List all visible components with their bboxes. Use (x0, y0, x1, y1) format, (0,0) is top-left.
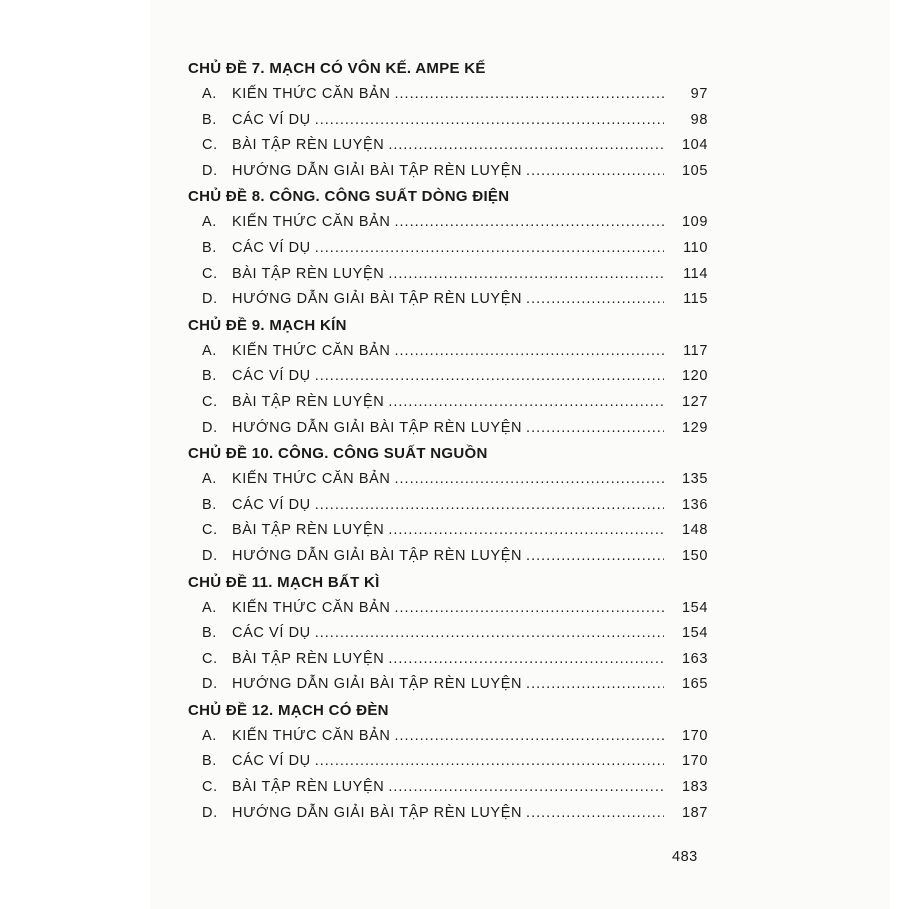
entry-title: KIẾN THỨC CĂN BẢN (232, 86, 391, 102)
chapter-heading: CHỦ ĐỀ 8. CÔNG. CÔNG SUẤT DÒNG ĐIỆN (188, 188, 510, 206)
toc-entry (188, 210, 708, 236)
dot-leader (394, 467, 664, 493)
entry-title: BÀI TẬP RÈN LUYỆN (232, 137, 385, 154)
toc-entry (188, 416, 708, 442)
entry-letter: D. (202, 291, 218, 308)
entry-letter: B. (202, 368, 217, 385)
entry-letter: B. (202, 625, 217, 642)
dot-leader (388, 133, 664, 159)
toc-entry (188, 493, 708, 519)
entry-page-number: 165 (682, 676, 708, 693)
entry-page-number: 98 (690, 111, 708, 128)
entry-page-number: 105 (682, 162, 708, 179)
entry-letter: B. (202, 753, 217, 770)
entry-letter: D. (202, 804, 218, 821)
toc-entry (188, 339, 708, 365)
dot-leader (388, 647, 664, 673)
entry-page-number: 135 (682, 471, 708, 488)
entry-page-number: 150 (682, 547, 708, 564)
entry-title: BÀI TẬP RÈN LUYỆN (232, 650, 385, 667)
dot-leader (315, 749, 664, 775)
entry-title: HƯỚNG DẪN GIẢI BÀI TẬP RÈN LUYỆN (232, 291, 523, 308)
dot-leader (388, 262, 664, 288)
entry-title: CÁC VÍ DỤ (232, 239, 311, 256)
entry-title: HƯỚNG DẪN GIẢI BÀI TẬP RÈN LUYỆN (232, 676, 523, 693)
toc-entry (188, 236, 708, 262)
entry-letter: D. (202, 676, 218, 693)
entry-title: KIẾN THỨC CĂN BẢN (232, 471, 391, 488)
entry-page-number: 115 (683, 291, 708, 308)
chapter-heading: CHỦ ĐỀ 10. CÔNG. CÔNG SUẤT NGUỒN (188, 445, 488, 463)
entry-letter: C. (202, 265, 218, 282)
entry-letter: C. (202, 650, 218, 667)
toc-entry (188, 262, 708, 288)
dot-leader (526, 287, 664, 313)
dot-leader (315, 493, 664, 519)
toc-entry (188, 390, 708, 416)
entry-title: CÁC VÍ DỤ (232, 496, 311, 513)
entry-letter: D. (202, 419, 218, 436)
entry-page-number: 120 (682, 368, 708, 385)
entry-title: BÀI TẬP RÈN LUYỆN (232, 393, 385, 410)
entry-title: CÁC VÍ DỤ (232, 753, 311, 770)
table-of-contents (188, 56, 708, 826)
entry-letter: D. (202, 547, 218, 564)
entry-title: KIẾN THỨC CĂN BẢN (232, 342, 391, 359)
toc-entry (188, 467, 708, 493)
dot-leader (526, 159, 664, 185)
dot-leader (315, 364, 664, 390)
entry-title: HƯỚNG DẪN GIẢI BÀI TẬP RÈN LUYỆN (232, 419, 523, 436)
toc-entry (188, 749, 708, 775)
dot-leader (394, 724, 664, 750)
dot-leader (388, 390, 664, 416)
dot-leader (394, 82, 664, 108)
dot-leader (388, 775, 664, 801)
entry-page-number: 154 (682, 599, 708, 616)
toc-entry (188, 159, 708, 185)
entry-page-number: 104 (682, 137, 708, 154)
entry-page-number: 163 (682, 650, 708, 667)
toc-section (188, 184, 708, 312)
dot-leader (315, 236, 664, 262)
entry-letter: A. (202, 599, 217, 616)
toc-entry (188, 108, 708, 134)
entry-letter: D. (202, 162, 218, 179)
dot-leader (526, 544, 664, 570)
dot-leader (394, 596, 664, 622)
chapter-heading: CHỦ ĐỀ 7. MẠCH CÓ VÔN KẾ. AMPE KẾ (188, 60, 486, 77)
page-number: 483 (672, 849, 698, 865)
entry-page-number: 183 (682, 779, 708, 796)
entry-page-number: 117 (683, 342, 708, 359)
toc-entry (188, 724, 708, 750)
toc-entry (188, 647, 708, 673)
entry-title: HƯỚNG DẪN GIẢI BÀI TẬP RÈN LUYỆN (232, 547, 523, 564)
chapter-heading: CHỦ ĐỀ 12. MẠCH CÓ ĐÈN (188, 701, 389, 719)
entry-page-number: 170 (682, 753, 708, 770)
toc-entry (188, 364, 708, 390)
toc-entry (188, 775, 708, 801)
entry-letter: B. (202, 111, 217, 128)
chapter-heading: CHỦ ĐỀ 9. MẠCH KÍN (188, 316, 347, 334)
entry-title: KIẾN THỨC CĂN BẢN (232, 727, 391, 744)
entry-letter: C. (202, 779, 218, 796)
dot-leader (388, 518, 664, 544)
entry-letter: A. (202, 214, 217, 231)
entry-page-number: 136 (682, 496, 708, 513)
entry-letter: C. (202, 137, 218, 154)
entry-title: HƯỚNG DẪN GIẢI BÀI TẬP RÈN LUYỆN (232, 804, 523, 821)
dot-leader (526, 416, 664, 442)
toc-entry (188, 544, 708, 570)
dot-leader (315, 108, 664, 134)
toc-entry (188, 518, 708, 544)
dot-leader (394, 210, 664, 236)
entry-page-number: 110 (683, 239, 708, 256)
dot-leader (315, 621, 664, 647)
dot-leader (526, 801, 664, 827)
toc-section (188, 698, 708, 826)
entry-letter: A. (202, 727, 217, 744)
toc-section (188, 313, 708, 441)
entry-letter: B. (202, 496, 217, 513)
entry-page-number: 187 (682, 804, 708, 821)
toc-section (188, 56, 708, 184)
toc-entry (188, 621, 708, 647)
dot-leader (526, 672, 664, 698)
entry-title: CÁC VÍ DỤ (232, 625, 311, 642)
entry-page-number: 109 (682, 214, 708, 231)
toc-entry (188, 133, 708, 159)
entry-page-number: 148 (682, 522, 708, 539)
toc-entry (188, 801, 708, 827)
entry-title: BÀI TẬP RÈN LUYỆN (232, 779, 385, 796)
entry-title: BÀI TẬP RÈN LUYỆN (232, 265, 385, 282)
toc-entry (188, 672, 708, 698)
entry-page-number: 97 (690, 86, 708, 102)
entry-title: KIẾN THỨC CĂN BẢN (232, 599, 391, 616)
toc-section (188, 441, 708, 569)
chapter-heading: CHỦ ĐỀ 11. MẠCH BẤT KÌ (188, 573, 380, 591)
entry-title: KIẾN THỨC CĂN BẢN (232, 214, 391, 231)
toc-entry (188, 596, 708, 622)
entry-title: CÁC VÍ DỤ (232, 111, 311, 128)
entry-page-number: 154 (682, 625, 708, 642)
toc-entry (188, 287, 708, 313)
dot-leader (394, 339, 664, 365)
entry-page-number: 127 (682, 393, 708, 410)
entry-letter: C. (202, 522, 218, 539)
toc-entry (188, 82, 708, 108)
entry-page-number: 170 (682, 727, 708, 744)
entry-letter: A. (202, 342, 217, 359)
toc-section (188, 570, 708, 698)
entry-letter: B. (202, 239, 217, 256)
entry-letter: C. (202, 393, 218, 410)
entry-letter: A. (202, 86, 217, 102)
entry-title: CÁC VÍ DỤ (232, 368, 311, 385)
entry-letter: A. (202, 471, 217, 488)
entry-title: BÀI TẬP RÈN LUYỆN (232, 522, 385, 539)
entry-page-number: 114 (683, 265, 708, 282)
entry-title: HƯỚNG DẪN GIẢI BÀI TẬP RÈN LUYỆN (232, 162, 523, 179)
entry-page-number: 129 (682, 419, 708, 436)
